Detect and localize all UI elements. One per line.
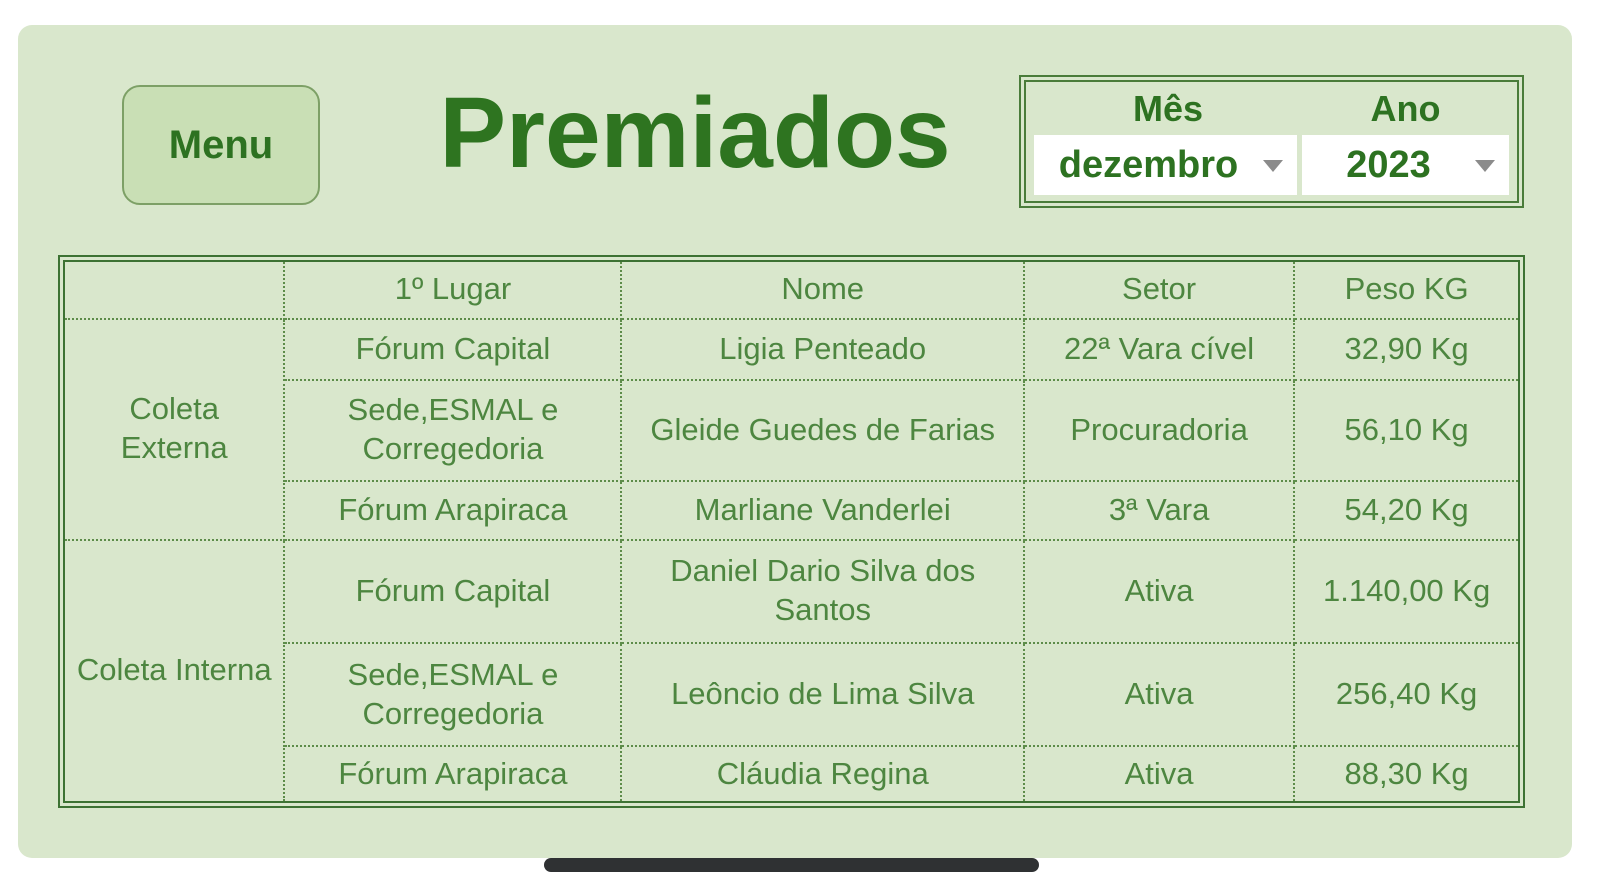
month-label: Mês — [1132, 87, 1204, 129]
cell-peso: 54,20 Kg — [1294, 481, 1518, 540]
cell-nome: Ligia Penteado — [621, 319, 1023, 380]
header-group — [65, 262, 284, 319]
cell-lugar: Fórum Capital — [284, 540, 621, 643]
cell-lugar: Fórum Arapiraca — [284, 746, 621, 801]
cell-peso: 88,30 Kg — [1294, 746, 1518, 801]
cell-lugar: Sede,ESMAL e Corregedoria — [284, 380, 621, 481]
cell-setor: 3ª Vara — [1024, 481, 1294, 540]
table-row — [65, 540, 1518, 643]
table-row — [65, 319, 1518, 380]
month-value: dezembro — [1058, 143, 1239, 186]
cell-peso: 56,10 Kg — [1294, 380, 1518, 481]
month-select[interactable] — [1034, 135, 1297, 195]
cell-lugar: Sede,ESMAL e Corregedoria — [284, 643, 621, 746]
header-setor: Setor — [1024, 262, 1294, 319]
year-select[interactable] — [1302, 135, 1509, 195]
cell-peso: 1.140,00 Kg — [1294, 540, 1518, 643]
filter-panel-inner — [1024, 80, 1519, 203]
cell-setor: 22ª Vara cível — [1024, 319, 1294, 380]
filter-panel — [1019, 75, 1524, 208]
cell-peso: 256,40 Kg — [1294, 643, 1518, 746]
winners-table — [58, 255, 1525, 808]
year-label: Ano — [1370, 87, 1441, 129]
cell-lugar: Fórum Capital — [284, 319, 621, 380]
cell-nome: Marliane Vanderlei — [621, 481, 1023, 540]
app-background — [18, 25, 1572, 858]
menu-button[interactable]: Menu — [122, 85, 320, 205]
group-label-coleta-externa: Coleta Externa — [65, 319, 284, 540]
home-indicator[interactable] — [544, 858, 1039, 872]
table-header-row — [65, 262, 1518, 319]
group-label-coleta-interna: Coleta Interna — [65, 540, 284, 801]
page-title: Premiados — [439, 77, 951, 189]
cell-setor: Procuradoria — [1024, 380, 1294, 481]
cell-peso: 32,90 Kg — [1294, 319, 1518, 380]
chevron-down-icon[interactable] — [1475, 160, 1495, 172]
header-nome: Nome — [621, 262, 1023, 319]
cell-setor: Ativa — [1024, 746, 1294, 801]
chevron-down-icon[interactable] — [1263, 160, 1283, 172]
cell-lugar: Fórum Arapiraca — [284, 481, 621, 540]
header-peso: Peso KG — [1294, 262, 1518, 319]
cell-nome: Leôncio de Lima Silva — [621, 643, 1023, 746]
cell-nome: Cláudia Regina — [621, 746, 1023, 801]
cell-setor: Ativa — [1024, 540, 1294, 643]
year-value: 2023 — [1346, 143, 1431, 186]
cell-nome: Gleide Guedes de Farias — [621, 380, 1023, 481]
cell-setor: Ativa — [1024, 643, 1294, 746]
header-lugar: 1º Lugar — [284, 262, 621, 319]
cell-nome: Daniel Dario Silva dos Santos — [621, 540, 1023, 643]
